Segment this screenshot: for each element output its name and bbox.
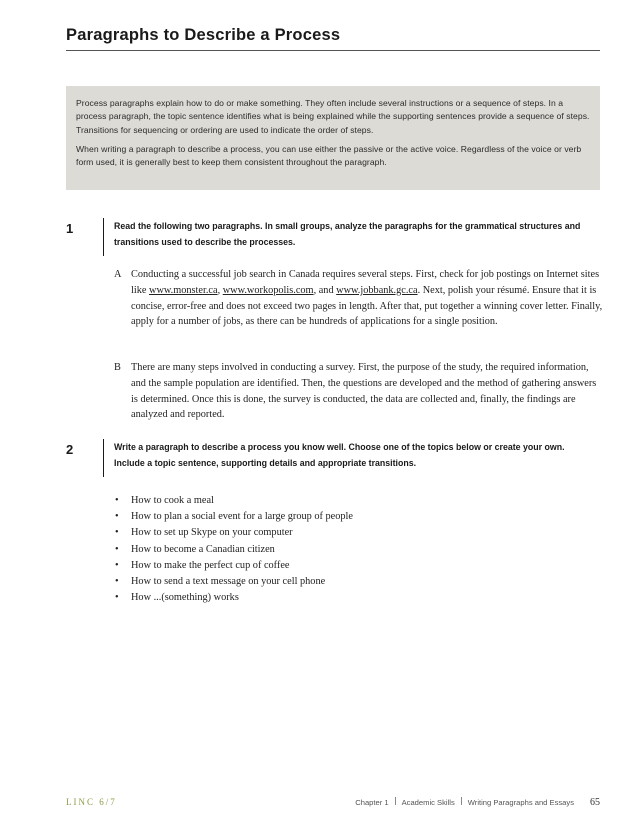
list-item <box>114 493 564 509</box>
list-item <box>114 542 564 558</box>
paragraph-a-sep-1: , <box>217 284 223 296</box>
exercise-2-number: 2 <box>66 442 74 457</box>
footer-series: LINC 6/7 <box>66 797 117 807</box>
bullet-icon: • <box>115 495 119 506</box>
monster-link[interactable]: www.monster.ca <box>149 284 218 296</box>
paragraph-a-text-before: Conducting a successful job search in Canada requires several steps. First, check for job postings on Internet sites like <box>131 269 600 296</box>
page-number: 65 <box>590 797 600 808</box>
paragraph-a <box>114 267 604 330</box>
list-item <box>114 590 564 606</box>
topic-list <box>114 493 564 606</box>
topic-text: How to cook a meal <box>131 495 214 506</box>
list-item <box>114 558 564 574</box>
paragraph-a-letter: A <box>114 269 122 280</box>
footer-breadcrumb <box>330 797 600 808</box>
topic-text: How to become a Canadian citizen <box>131 543 275 555</box>
bullet-icon: • <box>115 543 119 555</box>
paragraph-b-body: There are many steps involved in conducting a survey. First, the purpose of the study, the required information, and the sample population are identified. Then, the questions are developed and the method of gathering answers is determined. Once this is done, the survey is conducted, the data are collected and, finally, the findings are analyzed and reported. <box>131 362 597 421</box>
paragraph-a-sep-2: , and <box>313 284 337 296</box>
footer-separator <box>461 797 462 805</box>
bullet-icon: • <box>115 527 119 539</box>
list-item <box>114 525 564 541</box>
bullet-icon: • <box>115 559 119 571</box>
intro-paragraph-2: When writing a paragraph to describe a process, you can use either the passive or the active voice. Regardless of the voice or verb form used, it is generally best to keep them consistent throughout the paragraph. <box>76 143 582 168</box>
topic-text: How to make the perfect cup of coffee <box>131 559 290 571</box>
footer-chapter: Chapter 1 <box>355 798 389 807</box>
bullet-icon: • <box>115 592 119 604</box>
exercise-2-instruction: Write a paragraph to describe a process you know well. Choose one of the topics below or create your own. Include a topic sentence, supporting details and appropriate transitions. <box>114 442 565 468</box>
bullet-icon: • <box>115 511 119 523</box>
topic-text: How ...(something) works <box>131 592 239 604</box>
bullet-icon: • <box>115 576 119 588</box>
topic-text: How to send a text message on your cell phone <box>131 576 326 588</box>
footer-separator <box>395 797 396 805</box>
list-item <box>114 574 564 590</box>
topic-text: How to plan a social event for a large group of people <box>131 511 353 523</box>
paragraph-a-text-after: . Next, polish your résumé. Ensure that it is concise, error-free and does not exceed two pages in length. After that, put together a winning cover letter. Finally, apply for a number of jobs, as there can be hundreds of applications for a single position. <box>131 284 603 328</box>
exercise-1-instruction: Read the following two paragraphs. In small groups, analyze the paragraphs for the grammatical structures and transitions used to describe the processes. <box>114 221 581 247</box>
exercise-2-divider <box>103 439 104 477</box>
workopolis-link[interactable]: www.workopolis.com <box>222 284 314 296</box>
exercise-1-number: 1 <box>66 221 74 236</box>
exercise-1-divider <box>103 218 104 256</box>
paragraph-b <box>114 360 604 423</box>
jobbank-link[interactable]: www.jobbank.gc.ca <box>336 284 418 296</box>
paragraph-a-body <box>131 267 604 330</box>
title-rule <box>66 50 600 51</box>
intro-box <box>66 86 600 190</box>
footer-subsection: Writing Paragraphs and Essays <box>467 798 574 807</box>
list-item <box>114 509 564 525</box>
paragraph-b-letter: B <box>114 362 121 373</box>
page-title: Paragraphs to Describe a Process <box>66 26 341 44</box>
topic-text: How to set up Skype on your computer <box>131 527 293 539</box>
footer-section: Academic Skills <box>401 798 455 807</box>
intro-paragraph-1: Process paragraphs explain how to do or make something. They often include several instructions or a sequence of steps. In a process paragraph, the topic sentence identifies what is being explained while the supporting sentences provide a sequence of steps. Transitions for sequencing or ordering are used to indicate the order of steps. <box>76 98 590 135</box>
